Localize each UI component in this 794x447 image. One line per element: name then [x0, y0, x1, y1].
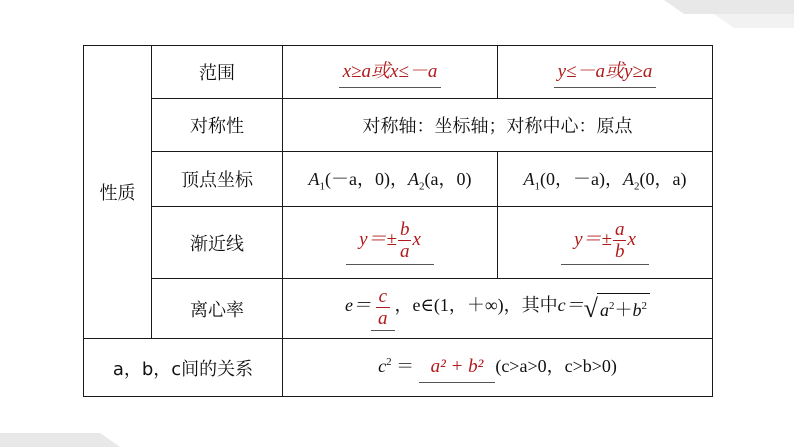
- eccentricity-formula: e＝ $\frac{c}{a}$ ，e∈(1，＋∞)，其中c＝ √ $a^2+b^2$: [345, 295, 650, 315]
- row-label: 顶点坐标: [152, 152, 283, 207]
- table-row: [84, 99, 713, 152]
- table-row: [84, 207, 713, 279]
- value-cell: [498, 152, 713, 207]
- answer-cell: [498, 46, 713, 99]
- value-cell: [283, 339, 713, 397]
- table-row: [84, 279, 713, 339]
- vertex-coordinates: $A_1(0$，－a)，$A_2(0$，a): [523, 169, 687, 193]
- corner-decoration: [0, 425, 150, 447]
- vertex-coordinates: $A_1(-a$，0)，$A_2(a$，0): [308, 169, 472, 193]
- table-row: [84, 46, 713, 99]
- hyperbola-properties-table: [83, 45, 713, 397]
- row-label: 离心率: [152, 279, 283, 339]
- row-label: 对称性: [152, 99, 283, 152]
- row-label: a，b，c间的关系: [84, 339, 283, 397]
- value-cell: [283, 279, 713, 339]
- relation-answer: a² + b²: [419, 356, 496, 383]
- corner-decoration: [644, 0, 794, 28]
- value-cell: [283, 152, 498, 207]
- relation-formula: $c^2 = a^2 + b^2$ (c>a>0，c>b>0): [378, 356, 617, 376]
- row-label: 范围: [152, 46, 283, 99]
- asymptote-answer: y＝± $\frac{b}{a}$ x: [346, 220, 434, 265]
- table-row: [84, 152, 713, 207]
- answer-text: y≤－a或y≥a: [554, 56, 657, 88]
- table-row: [84, 339, 713, 397]
- answer-text: x≥a或x≤－a: [339, 56, 442, 88]
- row-label: 渐近线: [152, 207, 283, 279]
- answer-cell: [498, 207, 713, 279]
- asymptote-answer: y＝± $\frac{a}{b}$ x: [561, 220, 649, 265]
- value-cell: 对称轴：坐标轴；对称中心：原点: [283, 99, 713, 152]
- answer-cell: [283, 46, 498, 99]
- group-label: 性质: [84, 46, 152, 339]
- answer-cell: [283, 207, 498, 279]
